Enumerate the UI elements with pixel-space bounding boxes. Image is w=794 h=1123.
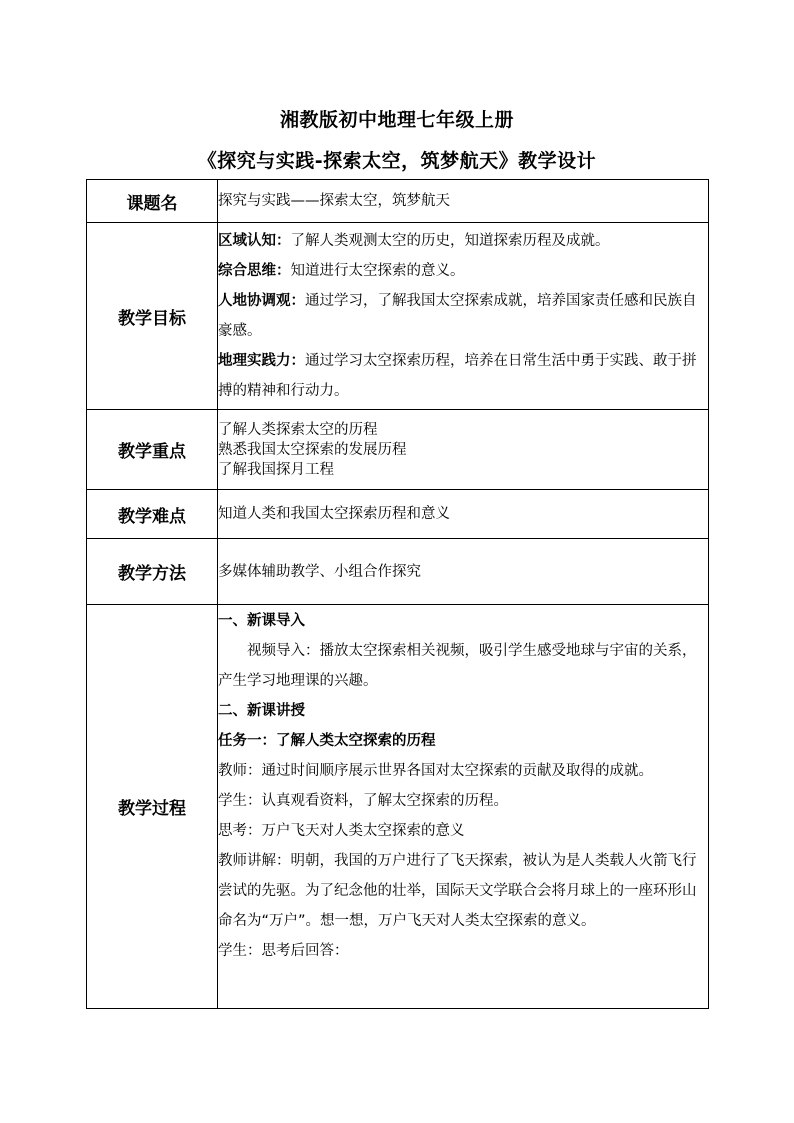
goal-item-text: 通过学习太空探索历程，培养在日常生活中勇于实践、敢于拼搏的精神和行动力。: [218, 353, 697, 399]
goals-value: [218, 223, 709, 410]
think-line: 思考：万户飞天对人类太空探索的意义: [218, 823, 465, 839]
goals-label: 教学目标: [87, 223, 218, 410]
difficulties-text: 知道人类和我国太空探索历程和意义: [218, 506, 450, 522]
teacher-line: 教师：通过时间顺序展示世界各国对太空探索的贡献及取得的成就。: [218, 763, 653, 779]
table-row-methods: [87, 539, 709, 605]
section-heading: 二、新课讲授: [218, 703, 305, 719]
key-point-item: 了解人类探索太空的历程: [218, 421, 378, 438]
process-value: [218, 605, 709, 1009]
key-point-item: 熟悉我国太空探索的发展历程: [218, 441, 407, 458]
topic-text: 探究与实践——探索太空，筑梦航天: [218, 193, 450, 209]
goal-item-label: 区域认知：: [218, 233, 291, 249]
section-text: 视频导入：播放太空探索相关视频，吸引学生感受地球与宇宙的关系，产生学习地理课的兴趣。: [218, 643, 697, 689]
difficulties-value: [218, 490, 709, 539]
goal-item-label: 人地协调观：: [218, 293, 305, 309]
table-row-process: [87, 605, 709, 1009]
goal-item-label: 地理实践力：: [218, 353, 305, 369]
topic-value: [218, 180, 709, 223]
goal-item-label: 综合思维：: [218, 263, 291, 279]
goal-item: [218, 346, 708, 406]
lecture-line: 教师讲解：明朝，我国的万户进行了飞天探索，被认为是人类载人火箭飞行尝试的先驱。为了纪念他的壮举，国际天文学联合会将月球上的一座环形山命名为“万户”。想一想，万户飞天对人类太空探索的意义。: [218, 853, 697, 929]
table-row-goals: [87, 223, 709, 410]
methods-label: 教学方法: [87, 539, 218, 605]
key-points-value: [218, 410, 709, 490]
methods-text: 多媒体辅助教学、小组合作探究: [218, 563, 421, 580]
process-label: 教学过程: [87, 605, 218, 1009]
table-row-difficulties: [87, 490, 709, 539]
lesson-plan-table: [86, 179, 709, 1009]
goal-item-text: 了解人类观测太空的历史，知道探索历程及成就。: [290, 233, 610, 249]
difficulties-label: 教学难点: [87, 490, 218, 539]
goal-item: [218, 286, 708, 346]
key-points-label: 教学重点: [87, 410, 218, 490]
goal-item: [218, 256, 708, 286]
goal-item: [218, 226, 708, 256]
task-heading: 任务一：了解人类太空探索的历程: [218, 733, 436, 749]
section-heading: 一、新课导入: [218, 613, 305, 629]
table-row-key-points: [87, 410, 709, 490]
table-row-topic: [87, 180, 709, 223]
student-line: 学生：认真观看资料，了解太空探索的历程。: [218, 793, 508, 809]
topic-label: 课题名: [87, 180, 218, 223]
methods-value: [218, 539, 709, 605]
document-title: 湘教版初中地理七年级上册: [279, 109, 514, 131]
goal-item-text: 知道进行太空探索的意义。: [290, 263, 465, 279]
document-subtitle: 《探究与实践-探索太空，筑梦航天》教学设计: [197, 150, 597, 172]
key-point-item: 了解我国探月工程: [218, 461, 334, 478]
goal-item-text: 通过学习，了解我国太空探索成就，培养国家责任感和民族自豪感。: [218, 293, 697, 339]
student-answer: 学生：思考后回答：: [218, 943, 349, 959]
